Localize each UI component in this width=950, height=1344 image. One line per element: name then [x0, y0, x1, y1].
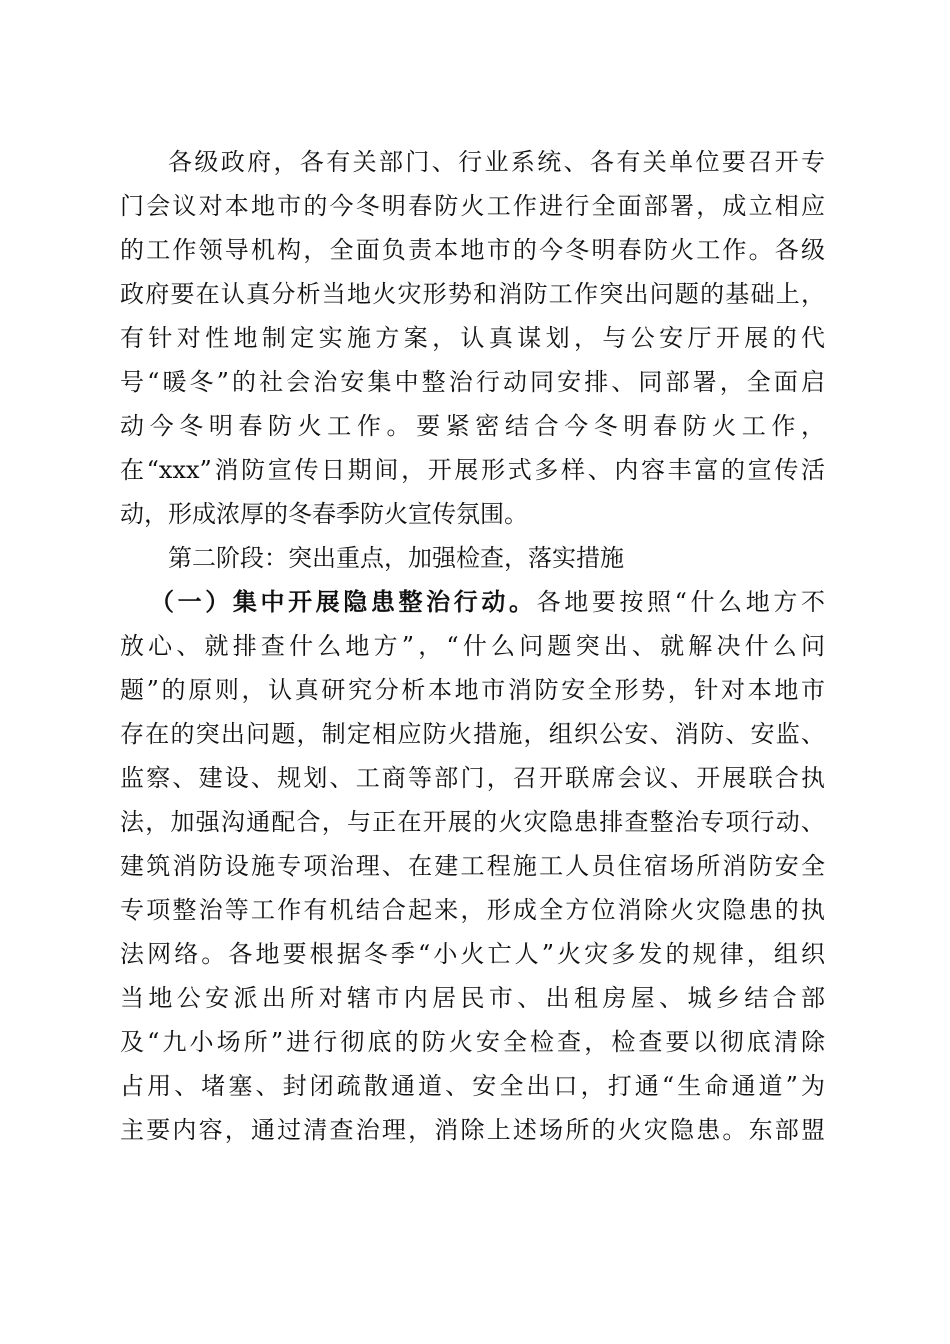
paragraph-lead: （一）集中开展隐患整治行动。	[150, 587, 537, 616]
paragraph-line: 监察、建设、规划、工商等部门，召开联席会议、开展联合执	[120, 764, 825, 792]
paragraph-line: 政府要在认真分析当地火灾形势和消防工作突出问题的基础上，	[120, 280, 825, 308]
paragraph-line: 各级政府，各有关部门、行业系统、各有关单位要召开专	[168, 148, 825, 176]
paragraph-line: 法网络。各地要根据冬季“小火亡人”火灾多发的规律，组织	[120, 940, 825, 968]
paragraph-line: 专项整治等工作有机结合起来，形成全方位消除火灾隐患的执	[120, 896, 825, 924]
paragraph-line: 法，加强沟通配合，与正在开展的火灾隐患排查整治专项行动、	[120, 808, 825, 836]
paragraph-line: 占用、堵塞、封闭疏散通道、安全出口，打通“生命通道”为	[120, 1072, 825, 1100]
paragraph-line: 号“暖冬”的社会治安集中整治行动同安排、同部署，全面启	[120, 368, 825, 396]
paragraph-line: 有针对性地制定实施方案，认真谋划，与公安厅开展的代	[120, 324, 825, 352]
paragraph-line: 当地公安派出所对辖市内居民市、出租房屋、城乡结合部	[120, 984, 825, 1012]
paragraph-line-rest: 各地要按照“什么地方不	[536, 588, 825, 616]
paragraph-line: 主要内容，通过清查治理，消除上述场所的火灾隐患。东部盟	[120, 1116, 825, 1144]
paragraph-line: 的工作领导机构，全面负责本地市的今冬明春防火工作。各级	[120, 236, 825, 264]
paragraph-line: 及“九小场所”进行彻底的防火安全检查，检查要以彻底清除	[120, 1028, 825, 1056]
paragraph-line: 建筑消防设施专项治理、在建工程施工人员住宿场所消防安全	[120, 852, 825, 880]
paragraph-line: 放心、就排查什么地方”，“什么问题突出、就解决什么问	[120, 632, 825, 660]
paragraph-line: 存在的突出问题，制定相应防火措施，组织公安、消防、安监、	[120, 720, 825, 748]
paragraph-first-line	[150, 582, 825, 622]
section-heading: 第二阶段：突出重点，加强检查，落实措施	[168, 544, 624, 572]
paragraph-line: 门会议对本地市的今冬明春防火工作进行全面部署，成立相应	[120, 192, 825, 220]
paragraph-line: 题”的原则，认真研究分析本地市消防安全形势，针对本地市	[120, 676, 825, 704]
paragraph-line: 动，形成浓厚的冬春季防火宣传氛围。	[120, 500, 528, 528]
paragraph-line: 在“xxx”消防宣传日期间，开展形式多样、内容丰富的宣传活	[120, 456, 825, 484]
paragraph-line: 动今冬明春防火工作。要紧密结合今冬明春防火工作，	[120, 412, 825, 440]
